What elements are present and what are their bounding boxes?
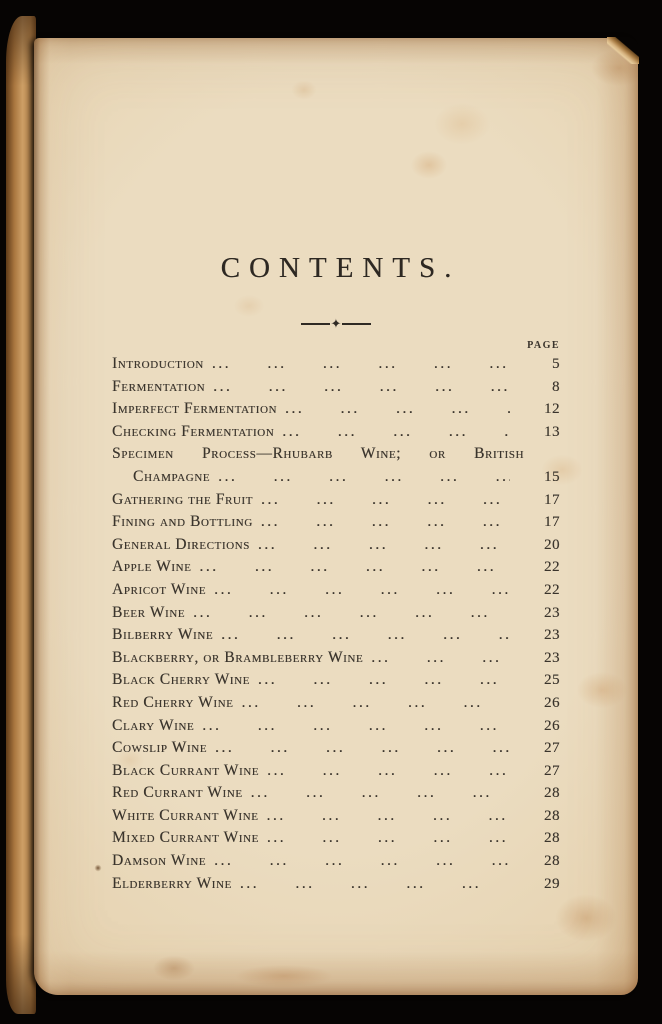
ornament-divider [112, 316, 560, 331]
toc-row [112, 669, 560, 692]
dot-leader [199, 556, 510, 579]
toc-row [112, 534, 560, 557]
table-of-contents [112, 353, 560, 895]
toc-row [112, 466, 560, 489]
toc-title: Blackberry, or Brambleberry Wine [112, 648, 364, 666]
toc-title: Mixed Currant Wine [112, 829, 259, 847]
ornament-line-right [342, 323, 371, 325]
toc-row [112, 760, 560, 783]
page-stack-edge [6, 16, 36, 1014]
toc-row [112, 376, 560, 399]
toc-page-number: 26 [544, 694, 560, 711]
dot-leader [202, 715, 510, 738]
toc-page-number: 17 [544, 491, 560, 508]
dot-leader [240, 873, 510, 896]
toc-page-number: 22 [544, 581, 560, 598]
toc-title: General Directions [112, 535, 250, 553]
toc-page-number: 20 [544, 536, 560, 553]
toc-row [112, 443, 560, 466]
toc-page-number: 28 [544, 830, 560, 847]
dot-leader [214, 850, 510, 873]
dot-leader [212, 353, 510, 376]
toc-page-number: 26 [544, 717, 560, 734]
toc-title: Gathering the Fruit [112, 490, 254, 508]
toc-page-number: 27 [544, 762, 560, 779]
contents-title: CONTENTS. [220, 252, 461, 284]
toc-row [112, 579, 560, 602]
toc-row [112, 805, 560, 828]
toc-row [112, 353, 560, 376]
toc-row [112, 556, 560, 579]
toc-row [112, 782, 560, 805]
toc-row [112, 511, 560, 534]
toc-page-number: 28 [544, 807, 560, 824]
toc-row [112, 647, 560, 670]
dot-leader [193, 602, 510, 625]
toc-title: Black Cherry Wine [112, 671, 250, 689]
dot-leader [261, 489, 510, 512]
toc-row [112, 489, 560, 512]
dot-leader [251, 782, 510, 805]
page-column-label: PAGE [527, 339, 560, 351]
dot-leader [241, 692, 510, 715]
toc-title: Apricot Wine [112, 580, 207, 598]
toc-page-number: 28 [544, 853, 560, 870]
toc-row [112, 827, 560, 850]
toc-page-number: 29 [544, 875, 560, 892]
dot-leader [371, 647, 510, 670]
dot-leader [258, 669, 510, 692]
toc-title: Specimen Process—Rhubarb Wine; or British [112, 445, 524, 463]
toc-title: Introduction [112, 355, 204, 372]
dot-leader [285, 398, 510, 421]
toc-row [112, 737, 560, 760]
diamond-icon: ✦ [330, 316, 342, 331]
toc-page-number: 8 [552, 378, 560, 395]
toc-title: White Currant Wine [112, 806, 259, 824]
toc-title: Black Currant Wine [112, 761, 260, 779]
toc-page-number: 12 [544, 401, 560, 418]
toc-page-number: 15 [544, 468, 560, 485]
toc-title: Imperfect Fermentation [112, 400, 278, 418]
toc-page-number: 27 [544, 740, 560, 757]
toc-title: Apple Wine [112, 558, 192, 576]
dot-leader [266, 805, 510, 828]
dot-leader [267, 760, 510, 783]
toc-page-number: 5 [552, 356, 560, 372]
page-content [34, 38, 638, 995]
toc-page-number: 23 [544, 649, 560, 666]
toc-row [112, 873, 560, 896]
dot-leader [213, 376, 510, 399]
toc-page-number: 23 [544, 627, 560, 644]
toc-title: Red Cherry Wine [112, 693, 234, 711]
toc-title: Fermentation [112, 377, 206, 395]
book-page [34, 38, 638, 995]
dot-leader [221, 624, 510, 647]
toc-row [112, 692, 560, 715]
toc-page-number: 23 [544, 604, 560, 621]
toc-row [112, 398, 560, 421]
toc-row [112, 624, 560, 647]
toc-page-number: 28 [544, 785, 560, 802]
toc-page-number: 17 [544, 514, 560, 531]
toc-title: Red Currant Wine [112, 784, 243, 802]
dot-leader [258, 534, 510, 557]
toc-page-number: 25 [544, 672, 560, 689]
toc-title: Clary Wine [112, 716, 195, 734]
dot-leader [261, 511, 510, 534]
dot-leader [215, 737, 510, 760]
toc-page-number: 13 [544, 423, 560, 440]
toc-row [112, 715, 560, 738]
toc-row [112, 850, 560, 873]
toc-page-number: 22 [544, 559, 560, 576]
dot-leader [282, 421, 510, 444]
dot-leader [218, 466, 510, 489]
toc-title: Beer Wine [112, 603, 186, 621]
ornament-line-left [301, 323, 330, 325]
toc-title: Checking Fermentation [112, 422, 275, 440]
toc-title: Elderberry Wine [112, 874, 232, 892]
toc-title: Fining and Bottling [112, 513, 253, 531]
dot-leader [214, 579, 510, 602]
toc-row [112, 602, 560, 625]
toc-title: Cowslip Wine [112, 739, 208, 757]
toc-title: Champagne [133, 467, 211, 485]
toc-row [112, 421, 560, 444]
dot-leader [267, 827, 510, 850]
toc-title: Damson Wine [112, 852, 207, 870]
toc-title: Bilberry Wine [112, 626, 214, 644]
